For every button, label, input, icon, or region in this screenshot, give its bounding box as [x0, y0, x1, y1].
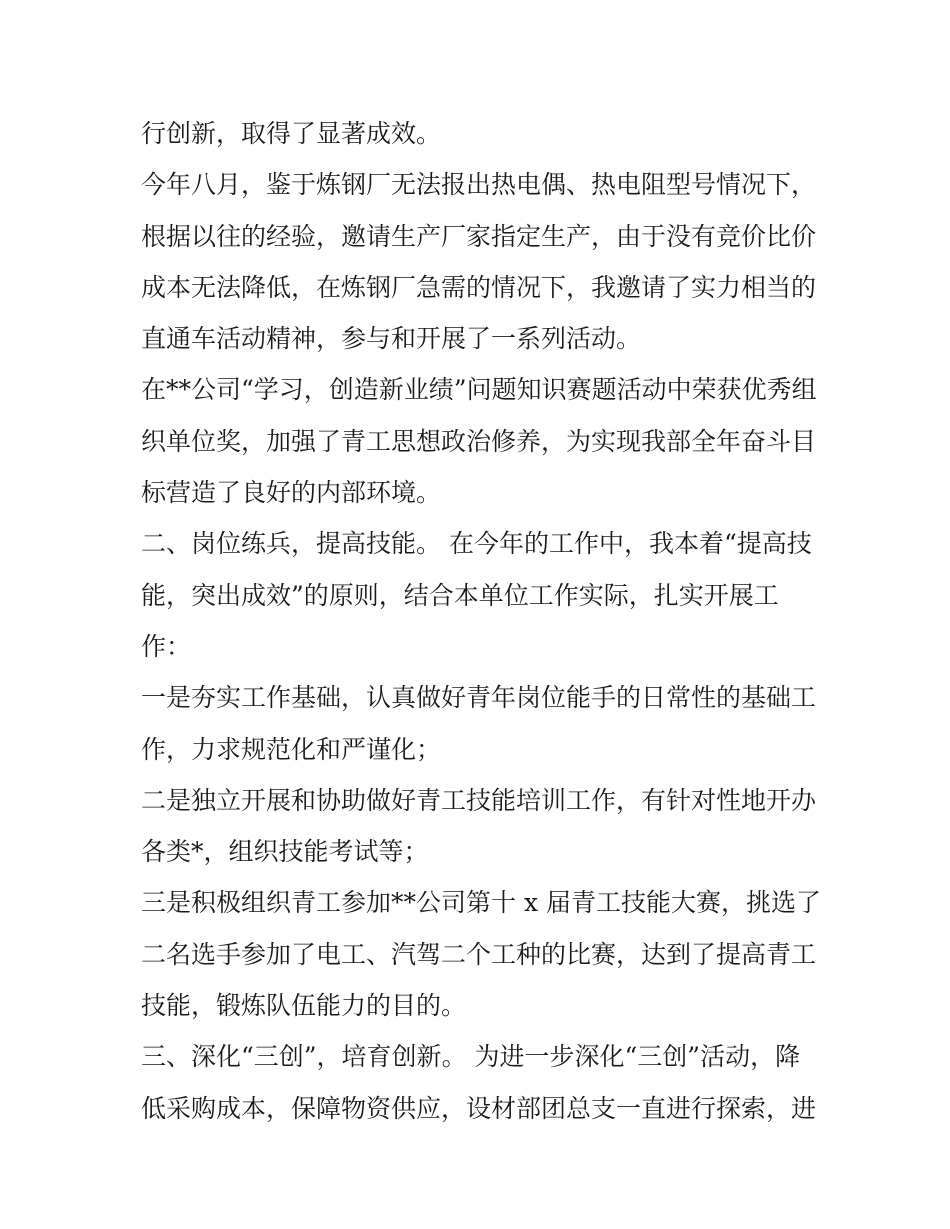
text-line: 在**公司“学习，创造新业绩”问题知识赛题活动中荣获优秀组 — [141, 375, 817, 405]
text-line: 低采购成本，保障物资供应，设材部团总支一直进行探索，进 — [141, 1093, 817, 1123]
text-line: 作，力求规范化和严谨化； — [141, 734, 442, 764]
text-line: 各类*，组织技能考试等； — [141, 837, 429, 867]
text-line: 能，突出成效”的原则，结合本单位工作实际，扎实开展工 — [141, 580, 779, 610]
text-line: 标营造了良好的内部环境。 — [141, 478, 442, 508]
text-line: 三是积极组织青工参加**公司第十 x 届青工技能大赛，挑选了 — [141, 888, 821, 918]
text-line: 直通车活动精神，参与和开展了一系列活动。 — [141, 324, 642, 354]
text-line: 行创新，取得了显著成效。 — [141, 119, 442, 148]
document-body — [141, 108, 821, 1134]
text-line: 作： — [141, 631, 192, 661]
text-line: 二名选手参加了电工、汽驾二个工种的比赛，达到了提高青工 — [141, 939, 817, 969]
text-line: 根据以往的经验，邀请生产厂家指定生产，由于没有竞价比价 — [141, 221, 817, 251]
text-line: 今年八月，鉴于炼钢厂无法报出热电偶、热电阻型号情况下， — [141, 170, 817, 200]
text-line: 三、深化“三创”，培育创新。 为进一步深化“三创”活动，降 — [141, 1042, 801, 1072]
text-line: 二、岗位练兵，提高技能。 在今年的工作中，我本着“提高技 — [141, 529, 812, 559]
text-line: 织单位奖，加强了青工思想政治修养，为实现我部全年奋斗目 — [141, 426, 817, 456]
text-line: 技能，锻炼队伍能力的目的。 — [141, 991, 467, 1021]
text-line: 成本无法降低，在炼钢厂急需的情况下，我邀请了实力相当的 — [141, 272, 817, 302]
text-line: 一是夯实工作基础，认真做好青年岗位能手的日常性的基础工 — [141, 683, 817, 713]
text-line: 二是独立开展和协助做好青工技能培训工作，有针对性地开办 — [141, 785, 817, 815]
